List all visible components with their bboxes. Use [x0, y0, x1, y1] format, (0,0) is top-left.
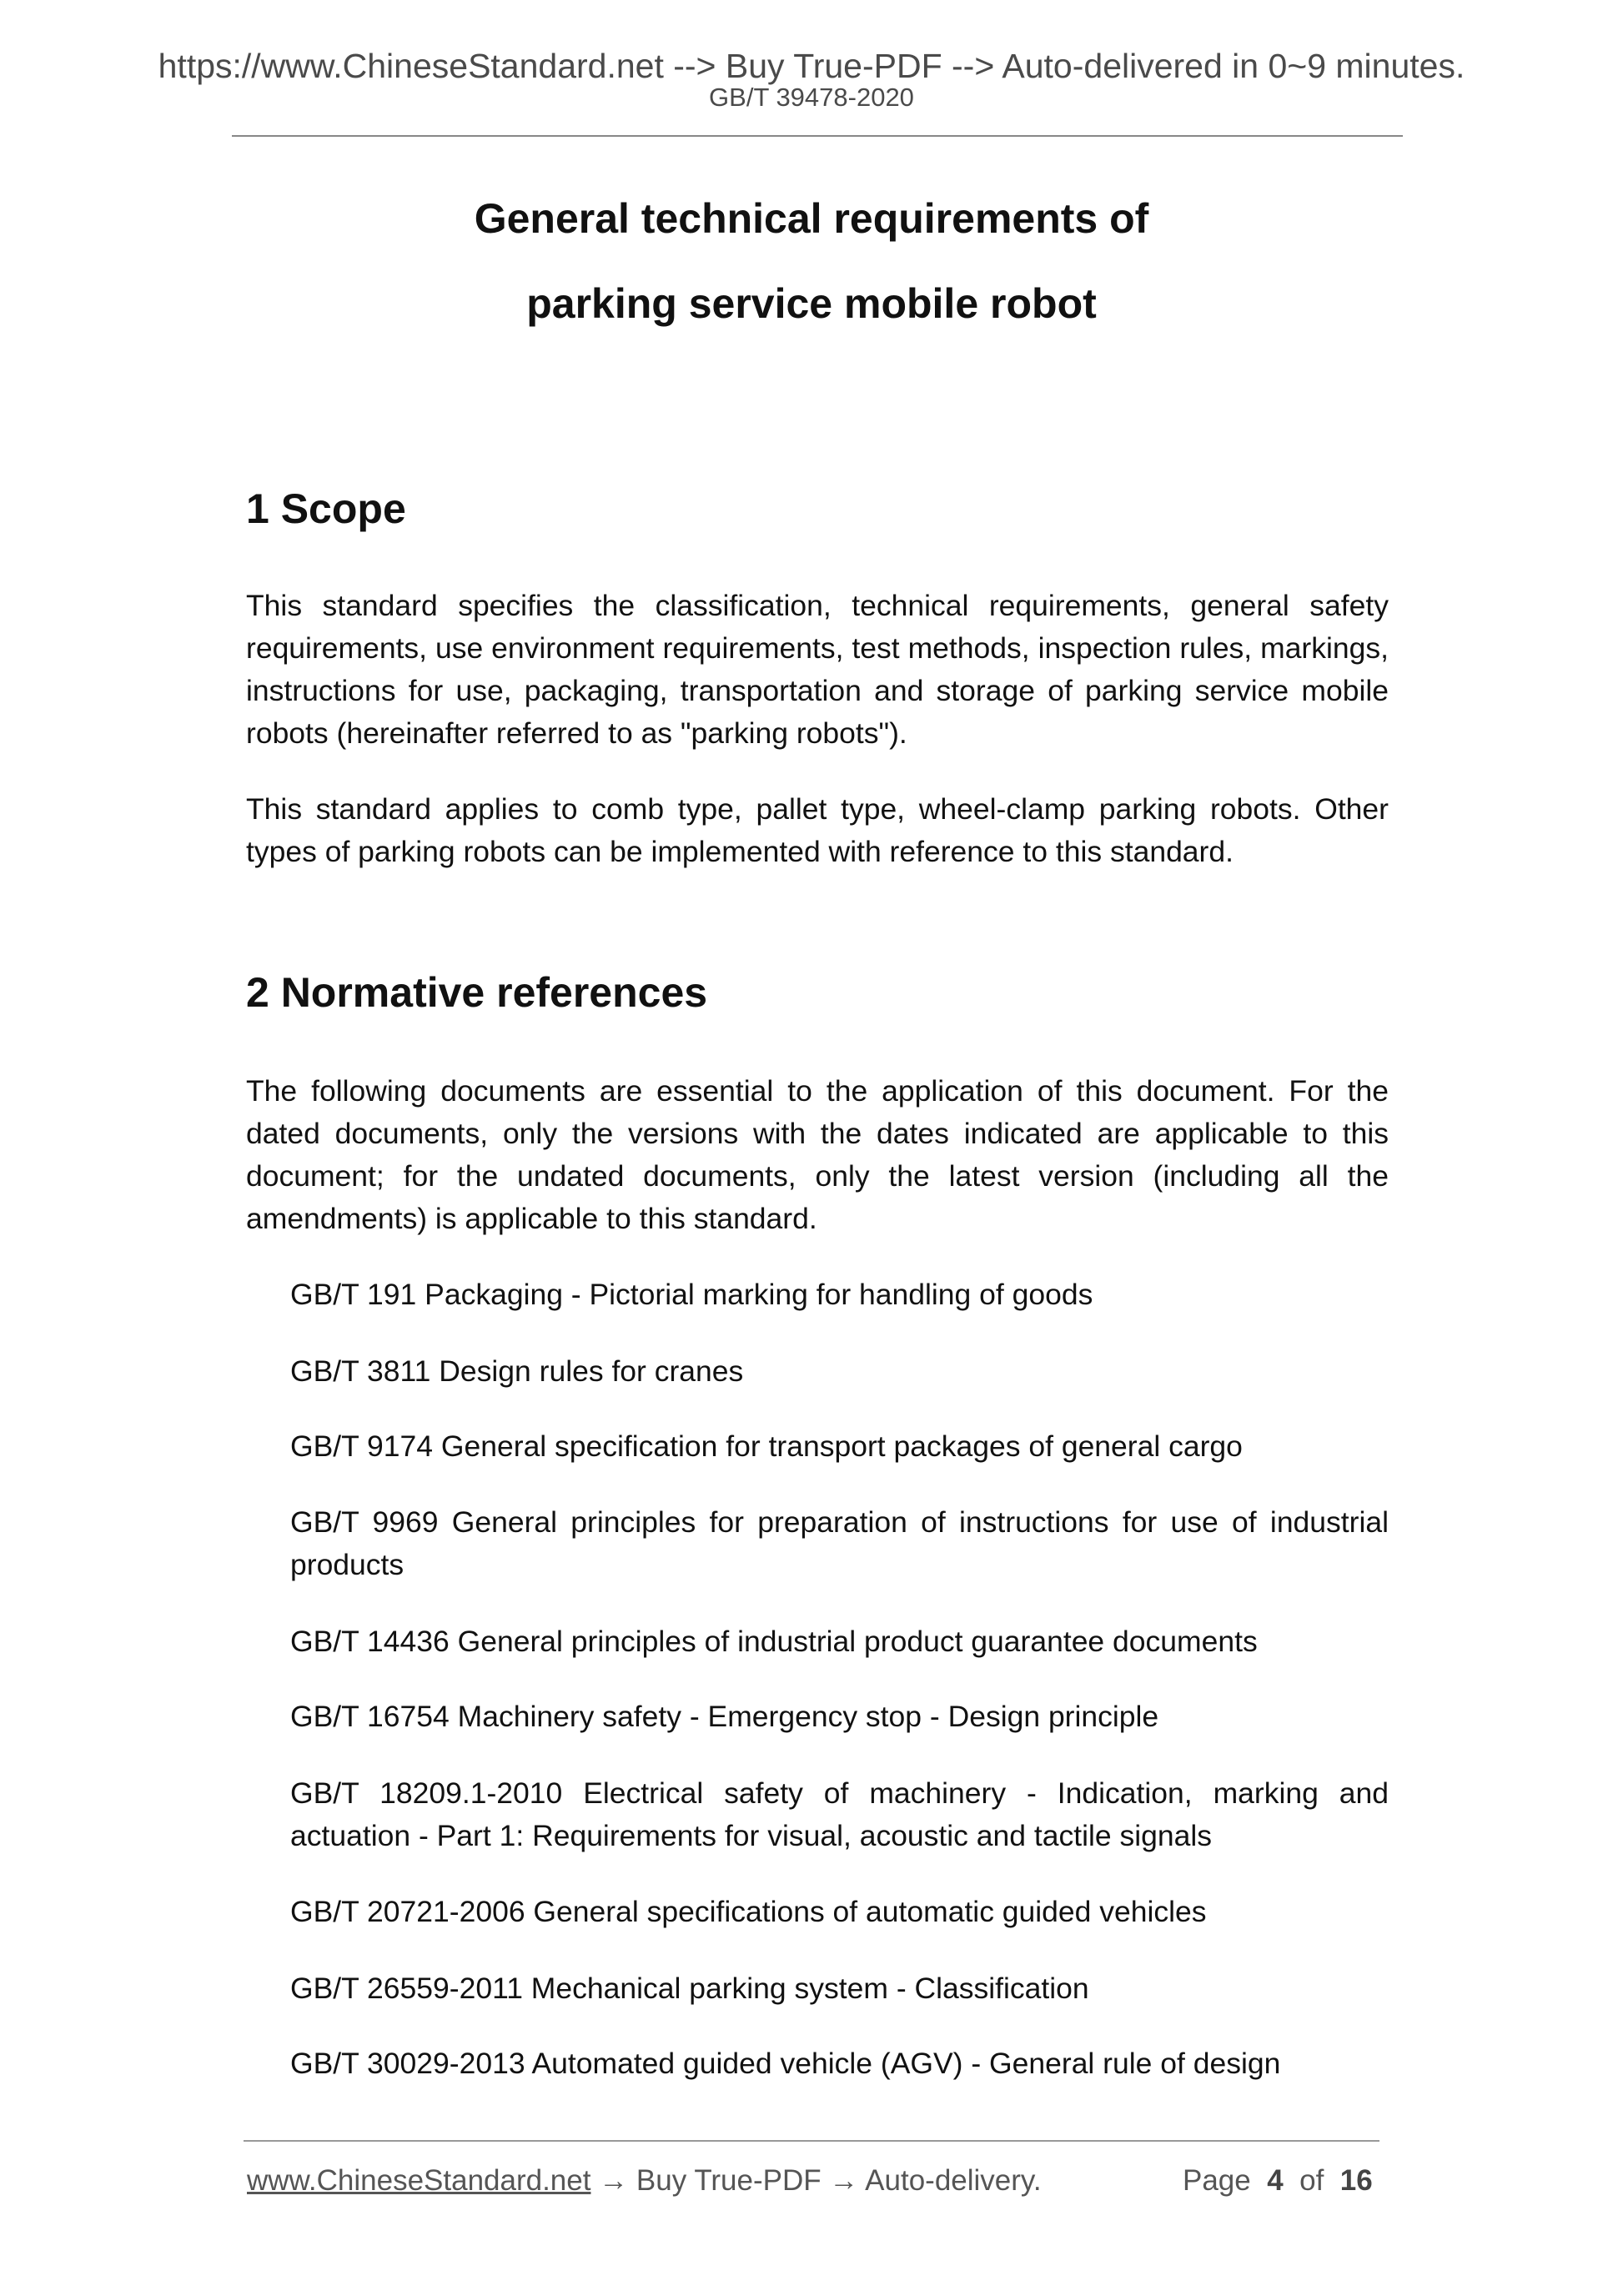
- footer-left: [247, 2162, 1042, 2200]
- footer-tagline: → Buy True-PDF → Auto-delivery.: [590, 2164, 1042, 2197]
- page-label: Page: [1183, 2164, 1251, 2197]
- page-total: 16: [1339, 2164, 1373, 2197]
- reference-item: GB/T 20721-2006 General specifications of automatic guided vehicles: [290, 1895, 1207, 1928]
- footer-site-link[interactable]: www.ChineseStandard.net: [247, 2164, 591, 2197]
- footer-divider: [244, 2140, 1379, 2142]
- standard-code: GB/T 39478-2020: [709, 83, 914, 112]
- reference-item: GB/T 191 Packaging - Pictorial marking for handling of goods: [290, 1278, 1093, 1311]
- reference-item: GB/T 16754 Machinery safety - Emergency stop - Design principle: [290, 1700, 1159, 1733]
- reference-item: GB/T 14436 General principles of industrial product guarantee documents: [290, 1625, 1258, 1658]
- reference-item: GB/T 9969 General principles for preparation of instructions for use of industrial products: [290, 1505, 1389, 1581]
- header-divider: [232, 135, 1403, 137]
- reference-item: GB/T 9174 General specification for transport packages of general cargo: [290, 1429, 1243, 1463]
- reference-item: GB/T 26559-2011 Mechanical parking system - Classification: [290, 1972, 1089, 2005]
- document-title: General technical requirements of parking service mobile robot: [474, 195, 1149, 327]
- section-heading-normative-references: 2 Normative references: [246, 969, 708, 1016]
- scope-paragraph-2: This standard applies to comb type, pallet type, wheel-clamp parking robots. Other types of parking robots can be implemented with reference to this standard.: [246, 792, 1389, 868]
- section-heading-scope: 1 Scope: [246, 485, 406, 532]
- scope-paragraph-1: This standard specifies the classification, technical requirements, general safety requirements, use environment requirements, test methods, inspection rules, markings, instructions for use, packaging, transportation and storage of parking service mobile robots (hereinafter referred to as "parking robots").: [246, 589, 1389, 750]
- page-number: 4: [1267, 2164, 1284, 2197]
- reference-item: GB/T 30029-2013 Automated guided vehicle (AGV) - General rule of design: [290, 2047, 1281, 2080]
- reference-item: GB/T 18209.1-2010 Electrical safety of machinery - Indication, marking and actuation - Part 1: Requirements for visual, acoustic and tactile signals: [290, 1776, 1389, 1852]
- of-label: of: [1299, 2164, 1324, 2197]
- normative-intro-paragraph: The following documents are essential to the application of this document. For the dated documents, only the versions with the dates indicated are applicable to this document; for the undated documents, only the latest version (including all the amendments) is applicable to this standard.: [246, 1074, 1389, 1235]
- reference-item: GB/T 3811 Design rules for cranes: [290, 1354, 744, 1388]
- page-indicator: [1183, 2162, 1373, 2200]
- header-banner: https://www.ChineseStandard.net --> Buy True-PDF --> Auto-delivered in 0~9 minutes.: [158, 47, 1465, 85]
